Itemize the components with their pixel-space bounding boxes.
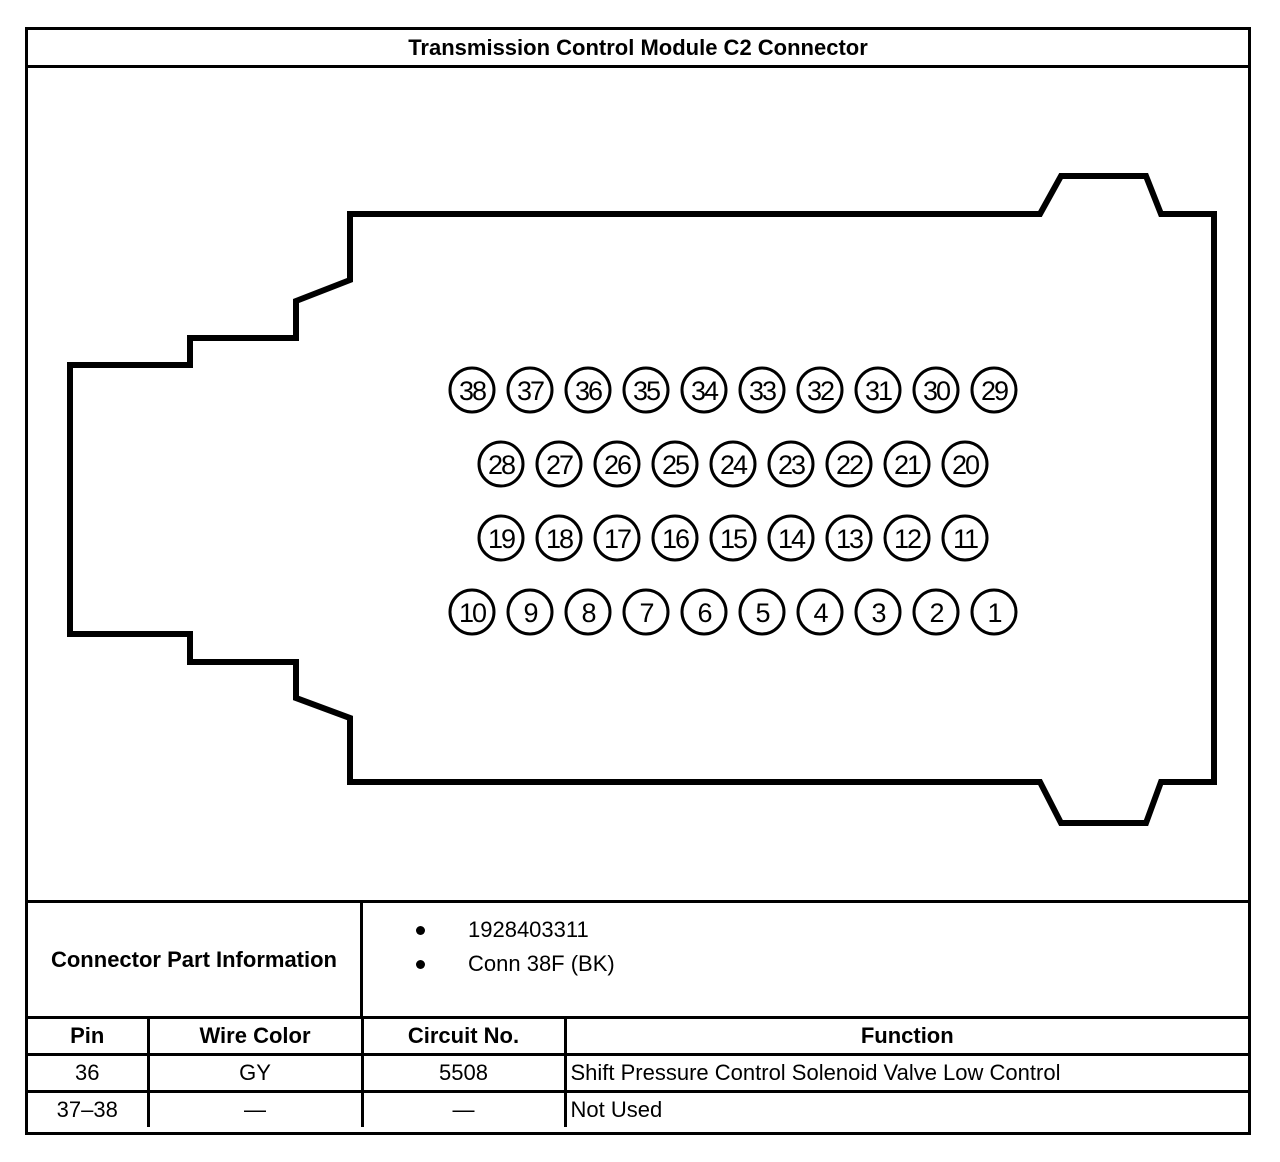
part-info-list <box>408 913 615 981</box>
pin-cavity-26 <box>595 442 639 486</box>
header-pin: Pin <box>28 1019 148 1055</box>
connector-face-drawing <box>28 68 1248 900</box>
page-title: Transmission Control Module C2 Connector <box>28 30 1248 68</box>
pin-number: 7 <box>639 598 653 628</box>
pin-cavity-20 <box>943 442 987 486</box>
header-circuit: Circuit No. <box>362 1019 565 1055</box>
pin-number: 10 <box>458 598 486 628</box>
part-info-item <box>408 947 615 981</box>
cell-function: Not Used <box>565 1092 1248 1128</box>
part-info-item <box>408 913 615 947</box>
pin-number: 18 <box>545 524 573 554</box>
connector-description: Conn 38F (BK) <box>468 951 615 976</box>
pin-number: 2 <box>929 598 943 628</box>
part-info-label: Connector Part Information <box>28 903 363 1016</box>
pin-number: 13 <box>835 524 863 554</box>
pin-cavity-8 <box>566 590 610 634</box>
part-number: 1928403311 <box>468 917 589 942</box>
pin-cavity-12 <box>885 516 929 560</box>
pin-cavity-17 <box>595 516 639 560</box>
pin-cavity-13 <box>827 516 871 560</box>
pin-number: 32 <box>806 376 834 406</box>
pin-cavity-36 <box>566 368 610 412</box>
pin-number: 36 <box>574 376 602 406</box>
pin-number: 27 <box>545 450 573 480</box>
pin-number: 17 <box>603 524 631 554</box>
pin-cavity-31 <box>856 368 900 412</box>
pin-number: 16 <box>661 524 689 554</box>
pin-cavity-35 <box>624 368 668 412</box>
pin-cavity-10 <box>450 590 494 634</box>
pin-cavity-18 <box>537 516 581 560</box>
pin-number: 14 <box>777 524 805 554</box>
cell-pin: 36 <box>28 1055 148 1092</box>
pin-cavity-30 <box>914 368 958 412</box>
table-row <box>28 1092 1248 1128</box>
connector-housing-outline <box>70 176 1214 823</box>
pin-number: 28 <box>487 450 515 480</box>
pin-cavity-14 <box>769 516 813 560</box>
pin-number: 24 <box>719 450 747 480</box>
pin-cavity-23 <box>769 442 813 486</box>
pin-cavity-21 <box>885 442 929 486</box>
header-function: Function <box>565 1019 1248 1055</box>
pin-cavity-34 <box>682 368 726 412</box>
pin-number: 34 <box>690 376 718 406</box>
bullet-icon <box>416 926 425 935</box>
pin-number: 15 <box>719 524 747 554</box>
pin-number: 37 <box>516 376 544 406</box>
cell-circuit: 5508 <box>362 1055 565 1092</box>
pin-number: 3 <box>871 598 885 628</box>
pin-number: 1 <box>987 598 1001 628</box>
pin-cavity-28 <box>479 442 523 486</box>
pin-cavity-1 <box>972 590 1016 634</box>
cell-pin: 37–38 <box>28 1092 148 1128</box>
pin-number: 31 <box>864 376 892 406</box>
pin-cavity-4 <box>798 590 842 634</box>
pin-cavities <box>450 368 1016 634</box>
pin-cavity-6 <box>682 590 726 634</box>
pin-cavity-11 <box>943 516 987 560</box>
pin-number: 35 <box>632 376 660 406</box>
connector-part-information <box>28 900 1248 1019</box>
connector-sheet <box>25 27 1251 1135</box>
cell-wire-color: — <box>148 1092 362 1128</box>
pin-cavity-27 <box>537 442 581 486</box>
pin-cavity-29 <box>972 368 1016 412</box>
pin-cavity-2 <box>914 590 958 634</box>
pin-cavity-24 <box>711 442 755 486</box>
pin-cavity-22 <box>827 442 871 486</box>
pin-number: 29 <box>980 376 1008 406</box>
pin-number: 23 <box>777 450 805 480</box>
pin-number: 22 <box>835 450 863 480</box>
pin-number: 11 <box>952 524 978 554</box>
pin-cavity-19 <box>479 516 523 560</box>
pin-number: 26 <box>603 450 631 480</box>
table-header-row <box>28 1019 1248 1055</box>
pin-number: 19 <box>487 524 515 554</box>
bullet-icon <box>416 960 425 969</box>
pin-cavity-3 <box>856 590 900 634</box>
cell-function: Shift Pressure Control Solenoid Valve Low Control <box>565 1055 1248 1092</box>
pin-function-table <box>28 1019 1248 1127</box>
cell-wire-color: GY <box>148 1055 362 1092</box>
pin-number: 12 <box>893 524 921 554</box>
pin-number: 20 <box>951 450 979 480</box>
pin-cavity-37 <box>508 368 552 412</box>
pin-cavity-38 <box>450 368 494 412</box>
connector-diagram <box>28 68 1248 900</box>
header-wire-color: Wire Color <box>148 1019 362 1055</box>
pin-number: 9 <box>523 598 537 628</box>
pin-number: 30 <box>922 376 950 406</box>
table-row <box>28 1055 1248 1092</box>
pin-cavity-16 <box>653 516 697 560</box>
pin-number: 25 <box>661 450 689 480</box>
pin-cavity-32 <box>798 368 842 412</box>
pin-number: 33 <box>748 376 776 406</box>
pin-cavity-15 <box>711 516 755 560</box>
pin-cavity-7 <box>624 590 668 634</box>
pin-number: 21 <box>893 450 921 480</box>
pin-cavity-33 <box>740 368 784 412</box>
pin-number: 5 <box>755 598 769 628</box>
pin-cavity-9 <box>508 590 552 634</box>
cell-circuit: — <box>362 1092 565 1128</box>
pin-cavity-25 <box>653 442 697 486</box>
pin-number: 8 <box>581 598 595 628</box>
pin-number: 38 <box>458 376 486 406</box>
pin-cavity-5 <box>740 590 784 634</box>
pin-number: 6 <box>697 598 711 628</box>
pin-number: 4 <box>813 598 827 628</box>
